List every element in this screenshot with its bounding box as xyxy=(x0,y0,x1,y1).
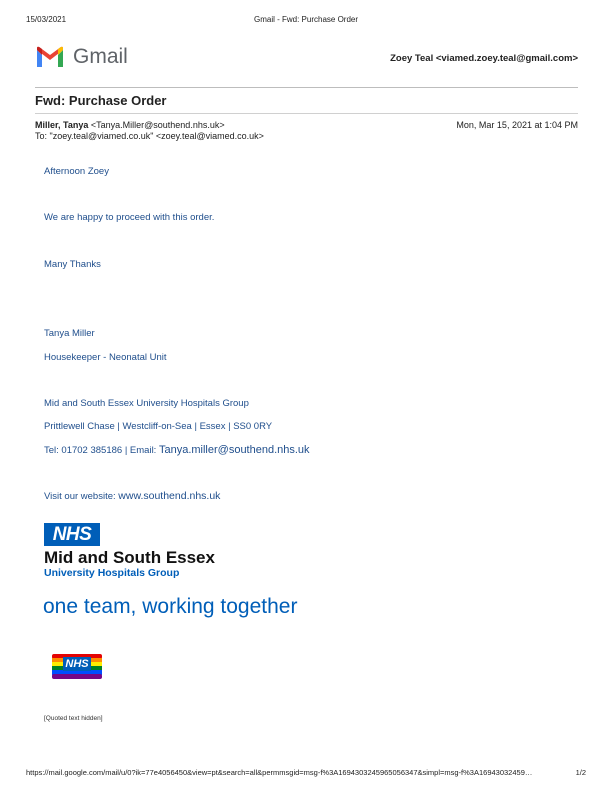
email-date: Mon, Mar 15, 2021 at 1:04 PM xyxy=(456,120,578,130)
sender-line xyxy=(35,120,225,130)
website-line xyxy=(44,490,220,502)
print-footer-url: https://mail.google.com/mail/u/0?ik=77e4056450&view=pt&search=all&permmsgid=msg-f%3A1694303245965056347&simpl=msg-f%3A16943032459… xyxy=(26,768,533,777)
recipient-line: To: "zoey.teal@viamed.co.uk" <zoey.teal@viamed.co.uk> xyxy=(35,131,264,141)
signature-address: Prittlewell Chase | Westcliff-on-Sea | Essex | SS0 0RY xyxy=(44,421,273,432)
email-subject: Fwd: Purchase Order xyxy=(35,93,167,108)
nhs-badge-text: NHS xyxy=(52,523,92,545)
quoted-text-toggle[interactable]: [Quoted text hidden] xyxy=(44,715,103,722)
signature-email-link[interactable]: Tanya.miller@southend.nhs.uk xyxy=(158,444,310,456)
nhs-org-name: Mid and South Essex xyxy=(44,548,215,567)
print-page-number: 1/2 xyxy=(575,768,586,777)
header-divider xyxy=(35,87,578,88)
body-line: We are happy to proceed with this order. xyxy=(44,212,215,223)
subject-divider xyxy=(35,113,578,114)
account-label: Zoey Teal <viamed.zoey.teal@gmail.com> xyxy=(390,53,578,64)
sender-email[interactable]: <Tanya.Miller@southend.nhs.uk> xyxy=(90,120,225,130)
rainbow-badge-box xyxy=(63,657,91,671)
signature-tel: Tel: 01702 385186 | Email: xyxy=(44,445,159,456)
greeting: Afternoon Zoey xyxy=(44,166,109,177)
rainbow-badge-text: NHS xyxy=(65,658,89,670)
signature-name: Tanya Miller xyxy=(44,328,95,339)
website-link[interactable]: www.southend.nhs.uk xyxy=(118,490,221,502)
sender-name: Miller, Tanya xyxy=(35,120,89,130)
nhs-org-subtitle: University Hospitals Group xyxy=(44,567,180,579)
nhs-badge xyxy=(44,523,100,546)
gmail-m-icon xyxy=(35,46,65,69)
print-date: 15/03/2021 xyxy=(26,15,67,24)
signature-role: Housekeeper - Neonatal Unit xyxy=(44,352,167,363)
gmail-wordmark: Gmail xyxy=(73,45,128,68)
closing: Many Thanks xyxy=(44,259,101,270)
nhs-tagline: one team, working together xyxy=(43,595,298,618)
gmail-logo[interactable] xyxy=(35,44,128,70)
website-prefix: Visit our website: xyxy=(44,491,119,502)
signature-contact xyxy=(44,444,310,456)
rainbow-nhs-badge xyxy=(52,652,102,682)
print-page-title: Gmail - Fwd: Purchase Order xyxy=(253,15,359,24)
signature-org: Mid and South Essex University Hospitals Group xyxy=(44,398,249,409)
